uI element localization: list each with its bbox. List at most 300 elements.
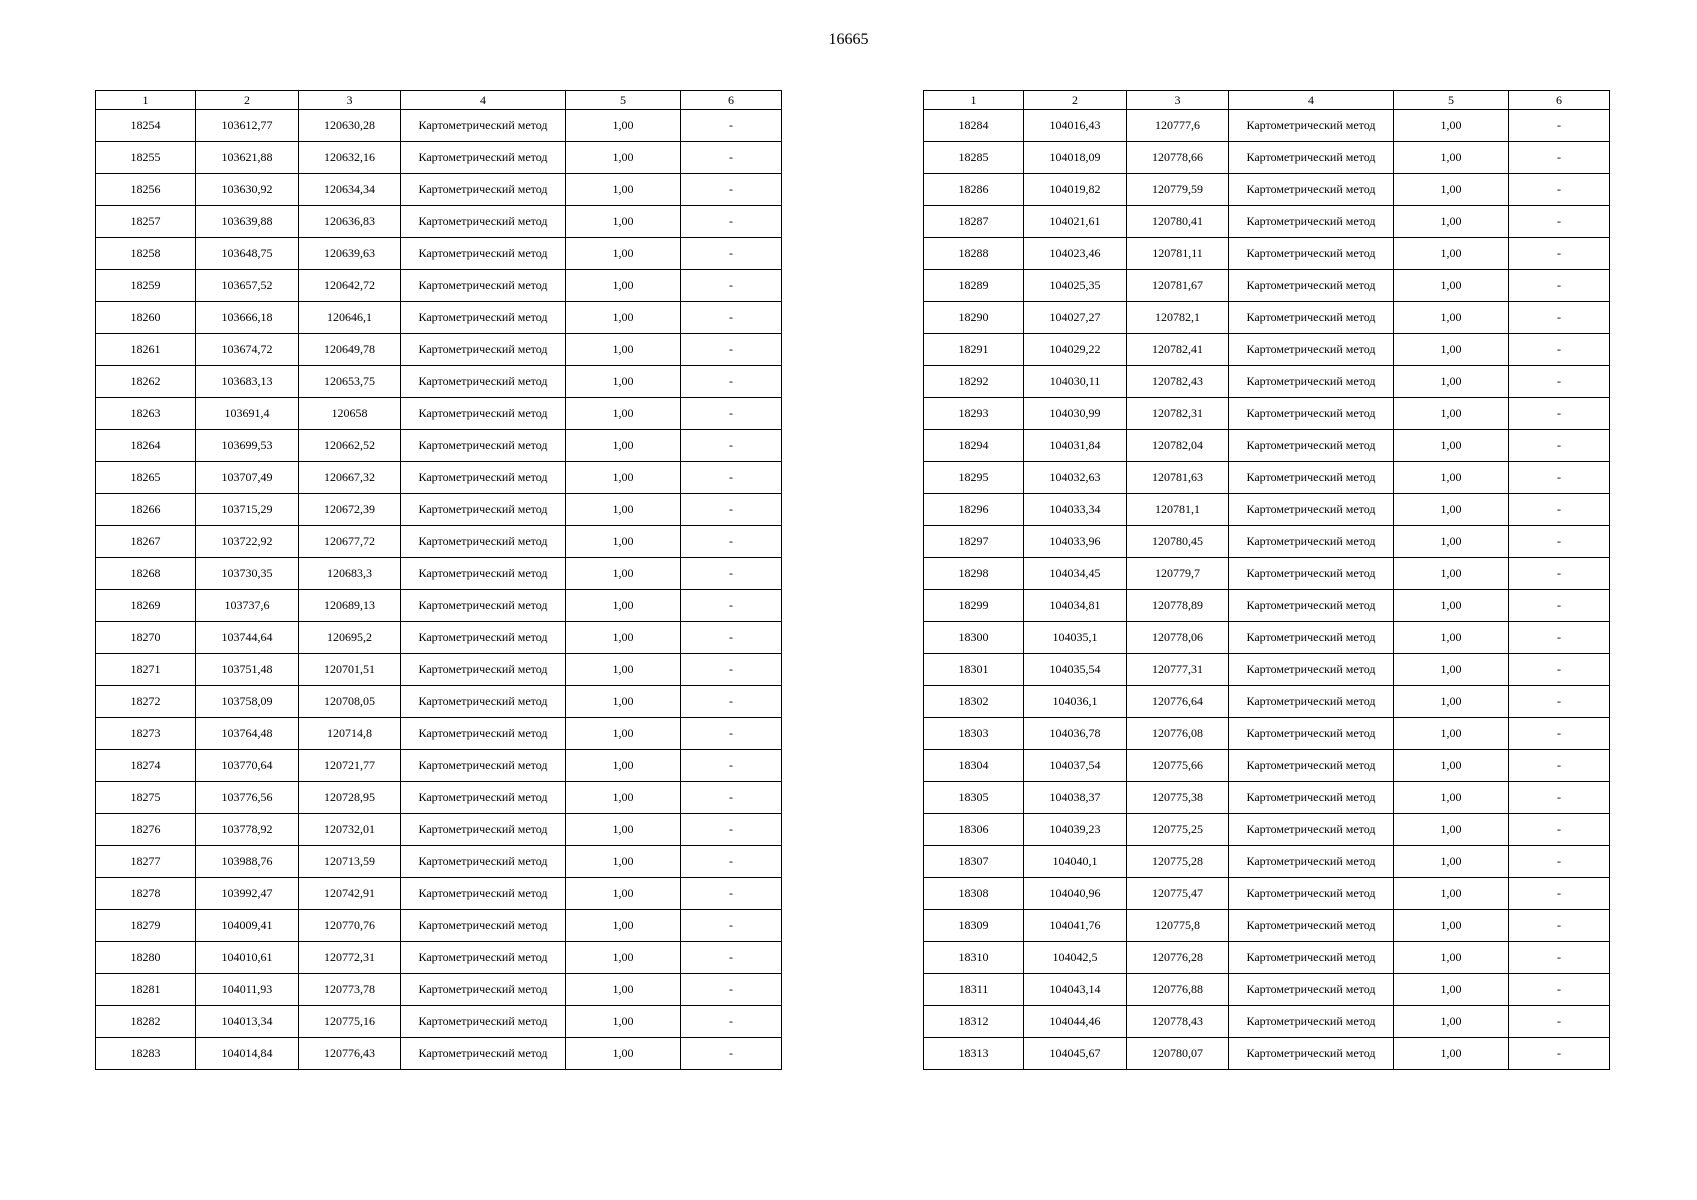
method-cell: Картометрический метод [1229, 686, 1394, 718]
accuracy-cell: 1,00 [566, 622, 681, 654]
note-cell: - [1509, 270, 1610, 302]
y-coordinate-cell: 120776,43 [299, 1038, 401, 1070]
column-header: 1 [924, 91, 1024, 110]
y-coordinate-cell: 120742,91 [299, 878, 401, 910]
note-cell: - [681, 718, 782, 750]
y-coordinate-cell: 120713,59 [299, 846, 401, 878]
y-coordinate-cell: 120653,75 [299, 366, 401, 398]
accuracy-cell: 1,00 [1394, 718, 1509, 750]
accuracy-cell: 1,00 [1394, 462, 1509, 494]
x-coordinate-cell: 103648,75 [196, 238, 299, 270]
accuracy-cell: 1,00 [1394, 942, 1509, 974]
table-row [96, 1038, 782, 1070]
note-cell: - [1509, 1006, 1610, 1038]
table-row [924, 590, 1610, 622]
table-row [96, 334, 782, 366]
point-number-cell: 18313 [924, 1038, 1024, 1070]
point-number-cell: 18266 [96, 494, 196, 526]
table-row [96, 398, 782, 430]
table-row [924, 846, 1610, 878]
y-coordinate-cell: 120782,04 [1127, 430, 1229, 462]
point-number-cell: 18284 [924, 110, 1024, 142]
note-cell: - [681, 974, 782, 1006]
accuracy-cell: 1,00 [1394, 526, 1509, 558]
note-cell: - [681, 1038, 782, 1070]
accuracy-cell: 1,00 [1394, 398, 1509, 430]
table-row [924, 1006, 1610, 1038]
table-row [96, 558, 782, 590]
accuracy-cell: 1,00 [1394, 654, 1509, 686]
accuracy-cell: 1,00 [1394, 302, 1509, 334]
x-coordinate-cell: 104033,96 [1024, 526, 1127, 558]
table-row [924, 782, 1610, 814]
note-cell: - [681, 878, 782, 910]
accuracy-cell: 1,00 [1394, 782, 1509, 814]
table-row [96, 494, 782, 526]
table-row [924, 718, 1610, 750]
y-coordinate-cell: 120780,41 [1127, 206, 1229, 238]
table-row [96, 910, 782, 942]
x-coordinate-cell: 104018,09 [1024, 142, 1127, 174]
point-number-cell: 18274 [96, 750, 196, 782]
method-cell: Картометрический метод [401, 878, 566, 910]
table-row [924, 110, 1610, 142]
column-header: 3 [1127, 91, 1229, 110]
point-number-cell: 18276 [96, 814, 196, 846]
table-row [96, 750, 782, 782]
column-header: 2 [196, 91, 299, 110]
x-coordinate-cell: 103674,72 [196, 334, 299, 366]
y-coordinate-cell: 120775,66 [1127, 750, 1229, 782]
point-number-cell: 18277 [96, 846, 196, 878]
table-row [96, 622, 782, 654]
y-coordinate-cell: 120770,76 [299, 910, 401, 942]
x-coordinate-cell: 103992,47 [196, 878, 299, 910]
method-cell: Картометрический метод [1229, 654, 1394, 686]
point-number-cell: 18263 [96, 398, 196, 430]
point-number-cell: 18306 [924, 814, 1024, 846]
table-row [924, 814, 1610, 846]
point-number-cell: 18296 [924, 494, 1024, 526]
point-number-cell: 18262 [96, 366, 196, 398]
note-cell: - [1509, 590, 1610, 622]
y-coordinate-cell: 120781,11 [1127, 238, 1229, 270]
accuracy-cell: 1,00 [1394, 846, 1509, 878]
column-header: 1 [96, 91, 196, 110]
point-number-cell: 18290 [924, 302, 1024, 334]
y-coordinate-cell: 120662,52 [299, 430, 401, 462]
x-coordinate-cell: 104032,63 [1024, 462, 1127, 494]
note-cell: - [1509, 622, 1610, 654]
table-row [924, 654, 1610, 686]
y-coordinate-cell: 120779,59 [1127, 174, 1229, 206]
x-coordinate-cell: 104037,54 [1024, 750, 1127, 782]
note-cell: - [1509, 302, 1610, 334]
note-cell: - [1509, 206, 1610, 238]
point-number-cell: 18299 [924, 590, 1024, 622]
note-cell: - [1509, 1038, 1610, 1070]
point-number-cell: 18309 [924, 910, 1024, 942]
table-row [924, 942, 1610, 974]
method-cell: Картометрический метод [401, 750, 566, 782]
note-cell: - [681, 366, 782, 398]
accuracy-cell: 1,00 [566, 846, 681, 878]
y-coordinate-cell: 120636,83 [299, 206, 401, 238]
table-row [96, 686, 782, 718]
note-cell: - [681, 206, 782, 238]
y-coordinate-cell: 120728,95 [299, 782, 401, 814]
method-cell: Картометрический метод [1229, 590, 1394, 622]
accuracy-cell: 1,00 [566, 558, 681, 590]
method-cell: Картометрический метод [401, 654, 566, 686]
method-cell: Картометрический метод [401, 270, 566, 302]
accuracy-cell: 1,00 [566, 718, 681, 750]
point-number-cell: 18268 [96, 558, 196, 590]
x-coordinate-cell: 104045,67 [1024, 1038, 1127, 1070]
table-row [924, 398, 1610, 430]
method-cell: Картометрический метод [1229, 878, 1394, 910]
table-row [96, 174, 782, 206]
method-cell: Картометрический метод [1229, 718, 1394, 750]
note-cell: - [1509, 846, 1610, 878]
method-cell: Картометрический метод [401, 206, 566, 238]
y-coordinate-cell: 120695,2 [299, 622, 401, 654]
x-coordinate-cell: 104039,23 [1024, 814, 1127, 846]
y-coordinate-cell: 120672,39 [299, 494, 401, 526]
point-number-cell: 18255 [96, 142, 196, 174]
accuracy-cell: 1,00 [566, 142, 681, 174]
x-coordinate-cell: 104023,46 [1024, 238, 1127, 270]
note-cell: - [1509, 110, 1610, 142]
accuracy-cell: 1,00 [566, 942, 681, 974]
point-number-cell: 18281 [96, 974, 196, 1006]
x-coordinate-cell: 104027,27 [1024, 302, 1127, 334]
accuracy-cell: 1,00 [1394, 558, 1509, 590]
note-cell: - [1509, 974, 1610, 1006]
table-row [924, 366, 1610, 398]
x-coordinate-cell: 103758,09 [196, 686, 299, 718]
note-cell: - [1509, 750, 1610, 782]
note-cell: - [1509, 558, 1610, 590]
column-header: 3 [299, 91, 401, 110]
y-coordinate-cell: 120781,63 [1127, 462, 1229, 494]
point-number-cell: 18292 [924, 366, 1024, 398]
method-cell: Картометрический метод [1229, 238, 1394, 270]
method-cell: Картометрический метод [401, 622, 566, 654]
y-coordinate-cell: 120776,64 [1127, 686, 1229, 718]
x-coordinate-cell: 103621,88 [196, 142, 299, 174]
table-row [96, 270, 782, 302]
y-coordinate-cell: 120781,1 [1127, 494, 1229, 526]
note-cell: - [1509, 462, 1610, 494]
accuracy-cell: 1,00 [1394, 494, 1509, 526]
note-cell: - [1509, 782, 1610, 814]
y-coordinate-cell: 120649,78 [299, 334, 401, 366]
accuracy-cell: 1,00 [566, 494, 681, 526]
x-coordinate-cell: 103722,92 [196, 526, 299, 558]
point-number-cell: 18275 [96, 782, 196, 814]
note-cell: - [1509, 366, 1610, 398]
method-cell: Картометрический метод [1229, 974, 1394, 1006]
note-cell: - [1509, 942, 1610, 974]
note-cell: - [681, 654, 782, 686]
method-cell: Картометрический метод [1229, 206, 1394, 238]
accuracy-cell: 1,00 [1394, 622, 1509, 654]
y-coordinate-cell: 120721,77 [299, 750, 401, 782]
x-coordinate-cell: 103776,56 [196, 782, 299, 814]
x-coordinate-cell: 104021,61 [1024, 206, 1127, 238]
accuracy-cell: 1,00 [1394, 142, 1509, 174]
note-cell: - [1509, 334, 1610, 366]
accuracy-cell: 1,00 [566, 814, 681, 846]
accuracy-cell: 1,00 [1394, 686, 1509, 718]
x-coordinate-cell: 103744,64 [196, 622, 299, 654]
note-cell: - [681, 142, 782, 174]
y-coordinate-cell: 120775,47 [1127, 878, 1229, 910]
method-cell: Картометрический метод [401, 142, 566, 174]
note-cell: - [1509, 238, 1610, 270]
note-cell: - [681, 558, 782, 590]
y-coordinate-cell: 120634,34 [299, 174, 401, 206]
accuracy-cell: 1,00 [566, 910, 681, 942]
x-coordinate-cell: 103612,77 [196, 110, 299, 142]
accuracy-cell: 1,00 [1394, 878, 1509, 910]
header-row [96, 91, 782, 110]
y-coordinate-cell: 120677,72 [299, 526, 401, 558]
method-cell: Картометрический метод [1229, 366, 1394, 398]
method-cell: Картометрический метод [1229, 622, 1394, 654]
y-coordinate-cell: 120778,43 [1127, 1006, 1229, 1038]
y-coordinate-cell: 120772,31 [299, 942, 401, 974]
note-cell: - [681, 238, 782, 270]
method-cell: Картометрический метод [401, 398, 566, 430]
point-number-cell: 18280 [96, 942, 196, 974]
point-number-cell: 18302 [924, 686, 1024, 718]
y-coordinate-cell: 120778,89 [1127, 590, 1229, 622]
accuracy-cell: 1,00 [566, 462, 681, 494]
point-number-cell: 18278 [96, 878, 196, 910]
note-cell: - [1509, 654, 1610, 686]
table-row [924, 334, 1610, 366]
method-cell: Картометрический метод [401, 558, 566, 590]
x-coordinate-cell: 104025,35 [1024, 270, 1127, 302]
table-row [96, 526, 782, 558]
method-cell: Картометрический метод [1229, 558, 1394, 590]
x-coordinate-cell: 104009,41 [196, 910, 299, 942]
note-cell: - [681, 750, 782, 782]
x-coordinate-cell: 103707,49 [196, 462, 299, 494]
note-cell: - [1509, 526, 1610, 558]
note-cell: - [1509, 878, 1610, 910]
table-row [96, 974, 782, 1006]
x-coordinate-cell: 103639,88 [196, 206, 299, 238]
note-cell: - [1509, 910, 1610, 942]
x-coordinate-cell: 104013,34 [196, 1006, 299, 1038]
table-row [96, 1006, 782, 1038]
table-row [924, 462, 1610, 494]
accuracy-cell: 1,00 [566, 238, 681, 270]
note-cell: - [681, 110, 782, 142]
note-cell: - [1509, 398, 1610, 430]
point-number-cell: 18258 [96, 238, 196, 270]
point-number-cell: 18295 [924, 462, 1024, 494]
x-coordinate-cell: 104030,99 [1024, 398, 1127, 430]
x-coordinate-cell: 103737,6 [196, 590, 299, 622]
y-coordinate-cell: 120775,16 [299, 1006, 401, 1038]
method-cell: Картометрический метод [401, 366, 566, 398]
coordinates-table-left [95, 90, 782, 1070]
accuracy-cell: 1,00 [1394, 430, 1509, 462]
column-header: 4 [401, 91, 566, 110]
point-number-cell: 18285 [924, 142, 1024, 174]
accuracy-cell: 1,00 [566, 750, 681, 782]
method-cell: Картометрический метод [401, 974, 566, 1006]
point-number-cell: 18271 [96, 654, 196, 686]
method-cell: Картометрический метод [1229, 142, 1394, 174]
x-coordinate-cell: 104035,1 [1024, 622, 1127, 654]
y-coordinate-cell: 120646,1 [299, 302, 401, 334]
note-cell: - [681, 942, 782, 974]
accuracy-cell: 1,00 [566, 398, 681, 430]
accuracy-cell: 1,00 [566, 334, 681, 366]
point-number-cell: 18257 [96, 206, 196, 238]
accuracy-cell: 1,00 [566, 366, 681, 398]
note-cell: - [681, 590, 782, 622]
table-row [924, 526, 1610, 558]
y-coordinate-cell: 120778,66 [1127, 142, 1229, 174]
method-cell: Картометрический метод [1229, 462, 1394, 494]
y-coordinate-cell: 120775,38 [1127, 782, 1229, 814]
method-cell: Картометрический метод [1229, 430, 1394, 462]
accuracy-cell: 1,00 [1394, 1038, 1509, 1070]
table-row [96, 814, 782, 846]
y-coordinate-cell: 120776,08 [1127, 718, 1229, 750]
table-row [924, 302, 1610, 334]
y-coordinate-cell: 120773,78 [299, 974, 401, 1006]
method-cell: Картометрический метод [1229, 270, 1394, 302]
point-number-cell: 18267 [96, 526, 196, 558]
point-number-cell: 18265 [96, 462, 196, 494]
point-number-cell: 18303 [924, 718, 1024, 750]
table-row [96, 846, 782, 878]
table-row [924, 910, 1610, 942]
y-coordinate-cell: 120782,41 [1127, 334, 1229, 366]
y-coordinate-cell: 120780,45 [1127, 526, 1229, 558]
y-coordinate-cell: 120701,51 [299, 654, 401, 686]
x-coordinate-cell: 103715,29 [196, 494, 299, 526]
x-coordinate-cell: 104042,5 [1024, 942, 1127, 974]
table-row [96, 462, 782, 494]
point-number-cell: 18279 [96, 910, 196, 942]
y-coordinate-cell: 120630,28 [299, 110, 401, 142]
method-cell: Картометрический метод [1229, 110, 1394, 142]
accuracy-cell: 1,00 [566, 782, 681, 814]
accuracy-cell: 1,00 [1394, 590, 1509, 622]
table-body-right [924, 110, 1610, 1070]
accuracy-cell: 1,00 [566, 878, 681, 910]
x-coordinate-cell: 103751,48 [196, 654, 299, 686]
method-cell: Картометрический метод [401, 846, 566, 878]
point-number-cell: 18288 [924, 238, 1024, 270]
point-number-cell: 18264 [96, 430, 196, 462]
x-coordinate-cell: 103630,92 [196, 174, 299, 206]
note-cell: - [681, 174, 782, 206]
table-row [96, 206, 782, 238]
note-cell: - [681, 398, 782, 430]
accuracy-cell: 1,00 [1394, 238, 1509, 270]
table-row [924, 974, 1610, 1006]
x-coordinate-cell: 103691,4 [196, 398, 299, 430]
method-cell: Картометрический метод [401, 590, 566, 622]
accuracy-cell: 1,00 [1394, 334, 1509, 366]
y-coordinate-cell: 120782,43 [1127, 366, 1229, 398]
x-coordinate-cell: 104040,1 [1024, 846, 1127, 878]
note-cell: - [681, 302, 782, 334]
y-coordinate-cell: 120777,6 [1127, 110, 1229, 142]
x-coordinate-cell: 103988,76 [196, 846, 299, 878]
column-header: 2 [1024, 91, 1127, 110]
accuracy-cell: 1,00 [1394, 270, 1509, 302]
method-cell: Картометрический метод [401, 462, 566, 494]
accuracy-cell: 1,00 [566, 1006, 681, 1038]
point-number-cell: 18300 [924, 622, 1024, 654]
x-coordinate-cell: 104040,96 [1024, 878, 1127, 910]
x-coordinate-cell: 103764,48 [196, 718, 299, 750]
table-row [924, 238, 1610, 270]
method-cell: Картометрический метод [1229, 942, 1394, 974]
point-number-cell: 18307 [924, 846, 1024, 878]
point-number-cell: 18310 [924, 942, 1024, 974]
accuracy-cell: 1,00 [566, 206, 681, 238]
note-cell: - [1509, 430, 1610, 462]
method-cell: Картометрический метод [401, 942, 566, 974]
note-cell: - [681, 622, 782, 654]
point-number-cell: 18254 [96, 110, 196, 142]
column-header: 4 [1229, 91, 1394, 110]
table-row [924, 270, 1610, 302]
method-cell: Картометрический метод [401, 174, 566, 206]
method-cell: Картометрический метод [401, 334, 566, 366]
point-number-cell: 18273 [96, 718, 196, 750]
note-cell: - [681, 526, 782, 558]
method-cell: Картометрический метод [401, 110, 566, 142]
y-coordinate-cell: 120683,3 [299, 558, 401, 590]
y-coordinate-cell: 120778,06 [1127, 622, 1229, 654]
y-coordinate-cell: 120776,28 [1127, 942, 1229, 974]
method-cell: Картометрический метод [1229, 494, 1394, 526]
accuracy-cell: 1,00 [566, 302, 681, 334]
accuracy-cell: 1,00 [566, 430, 681, 462]
method-cell: Картометрический метод [401, 1006, 566, 1038]
x-coordinate-cell: 103657,52 [196, 270, 299, 302]
method-cell: Картометрический метод [401, 910, 566, 942]
accuracy-cell: 1,00 [566, 270, 681, 302]
method-cell: Картометрический метод [1229, 1038, 1394, 1070]
note-cell: - [1509, 686, 1610, 718]
column-header: 5 [1394, 91, 1509, 110]
note-cell: - [681, 270, 782, 302]
x-coordinate-cell: 104034,81 [1024, 590, 1127, 622]
table-row [924, 174, 1610, 206]
note-cell: - [681, 494, 782, 526]
point-number-cell: 18256 [96, 174, 196, 206]
method-cell: Картометрический метод [401, 814, 566, 846]
method-cell: Картометрический метод [401, 782, 566, 814]
table-row [924, 878, 1610, 910]
accuracy-cell: 1,00 [566, 526, 681, 558]
x-coordinate-cell: 104029,22 [1024, 334, 1127, 366]
table-row [924, 558, 1610, 590]
